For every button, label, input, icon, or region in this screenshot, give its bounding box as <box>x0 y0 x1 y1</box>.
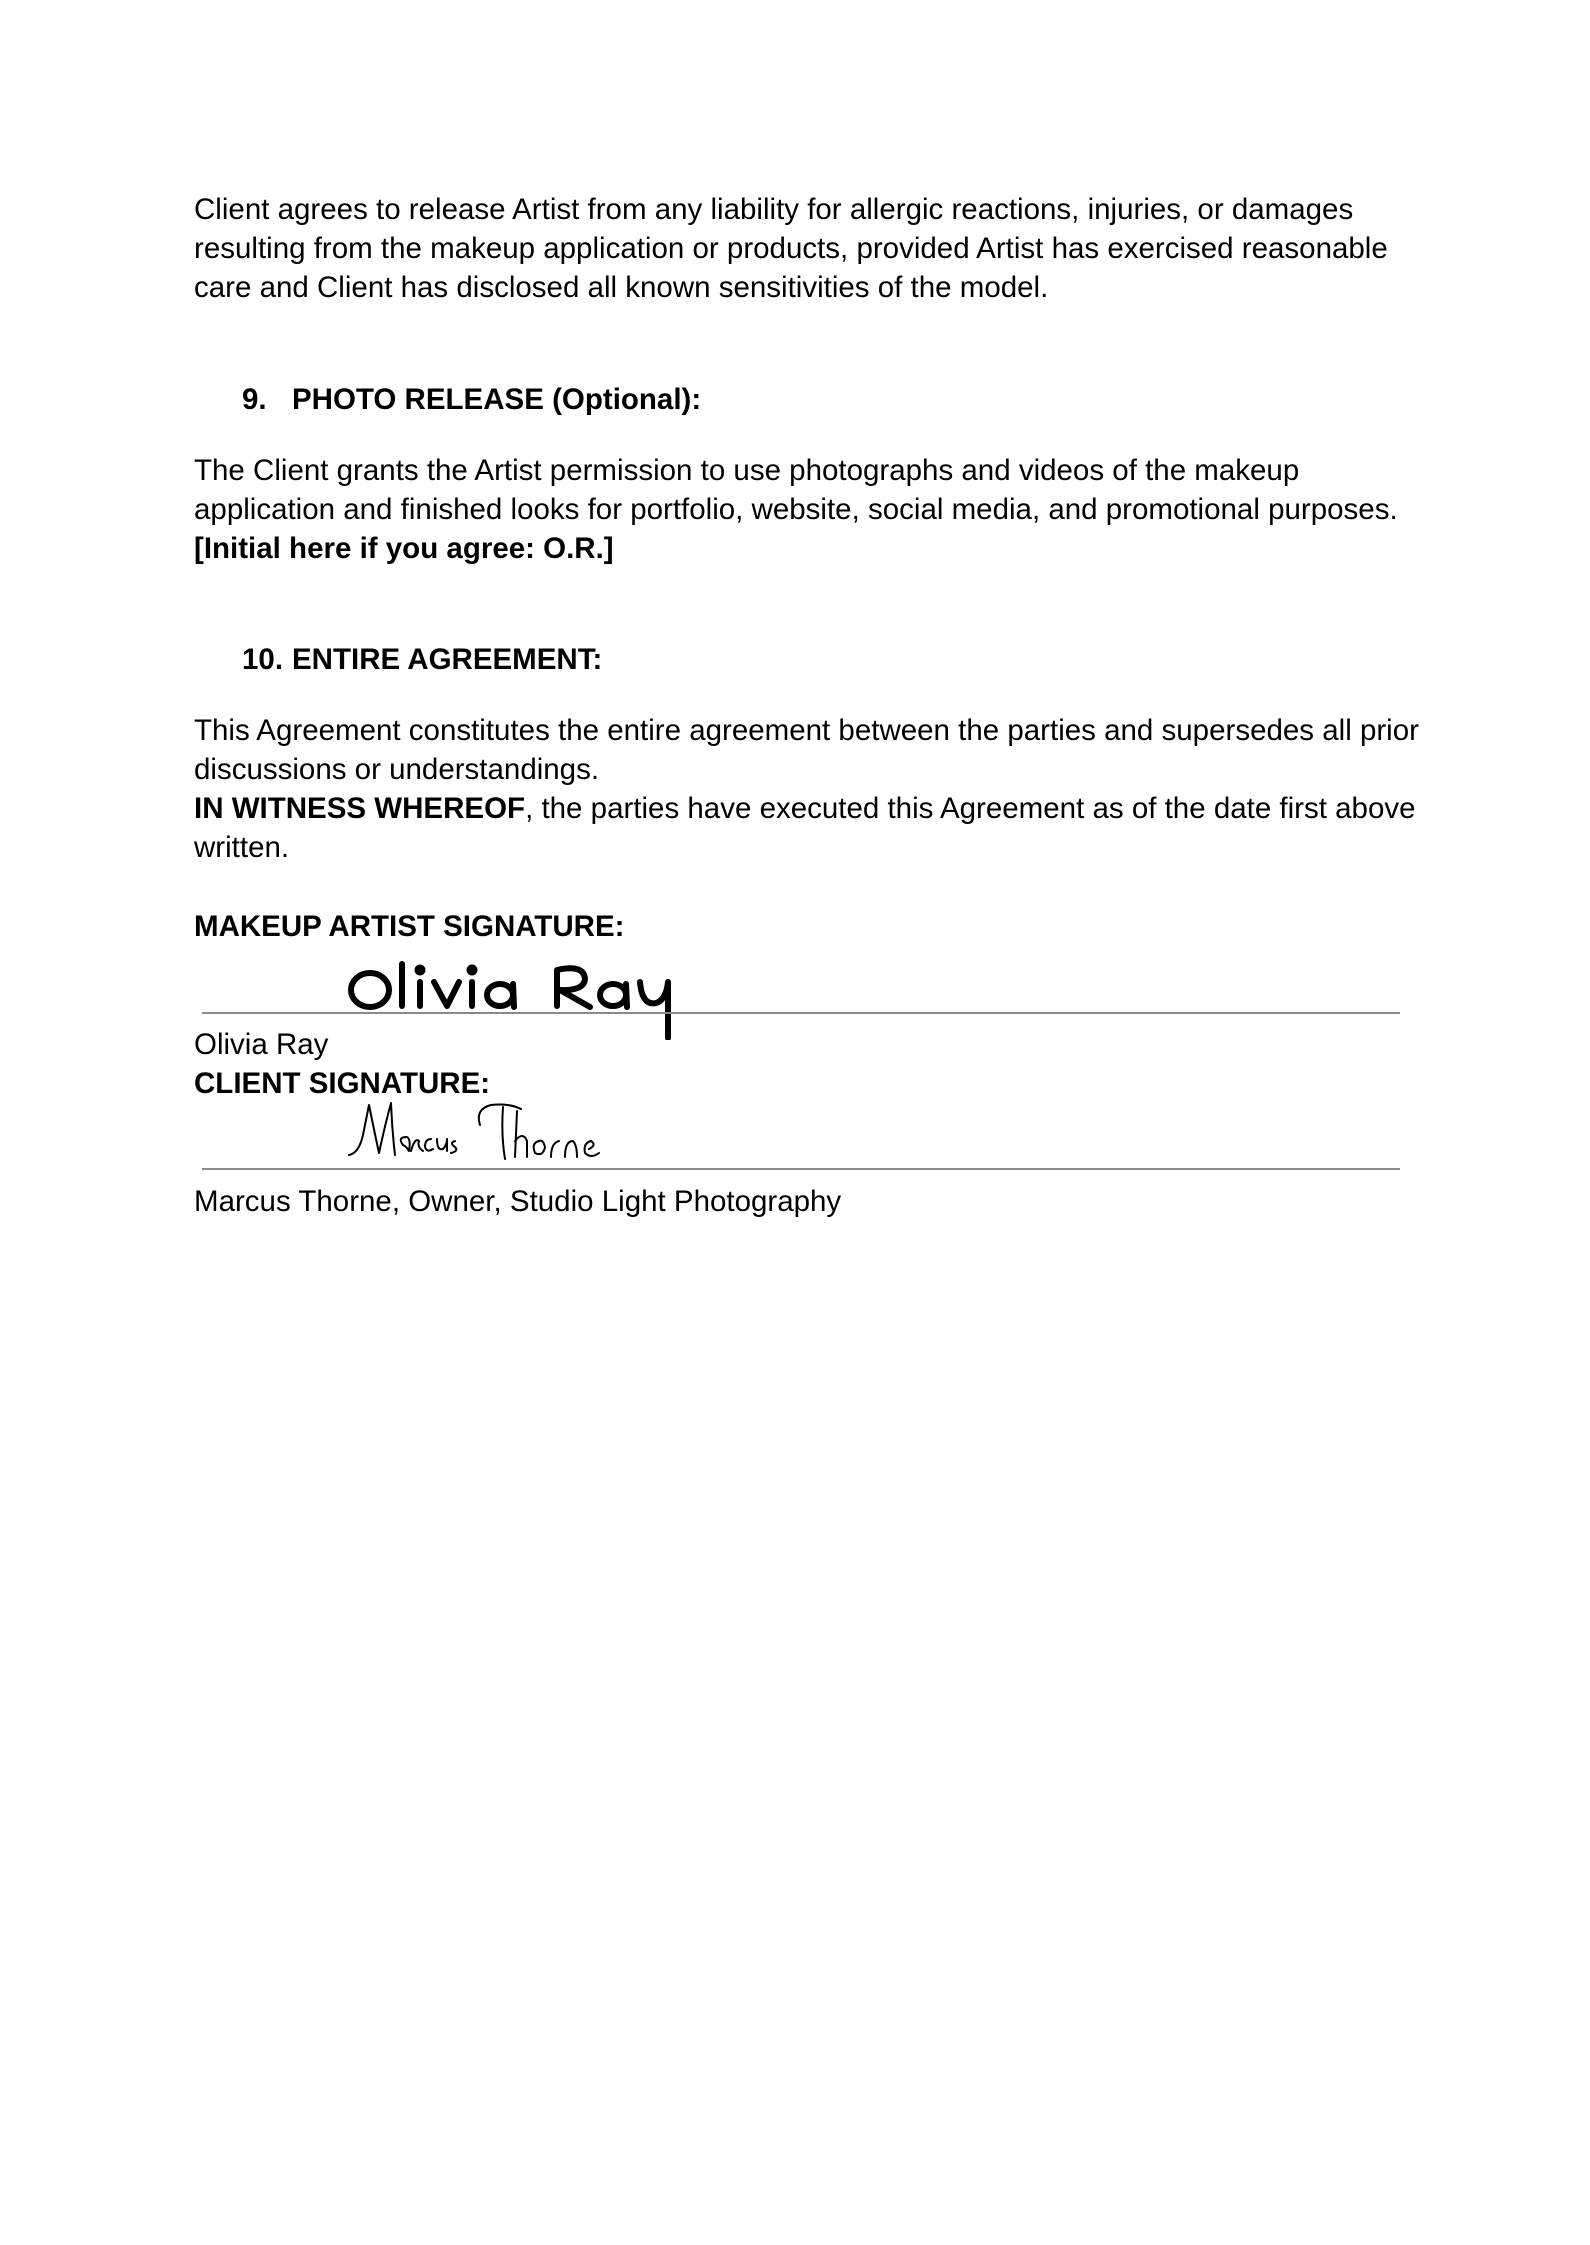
witness-text: , the parties have executed this Agreement as of the date first above written. <box>194 792 1416 864</box>
section-number: 10. <box>242 643 284 676</box>
section-title: ENTIRE AGREEMENT: <box>292 643 603 676</box>
client-signature-label: CLIENT SIGNATURE: <box>194 1067 491 1100</box>
liability-paragraph: Client agrees to release Artist from any liability for allergic reactions, injuries, or damages resulting from the makeup application or products, provided Artist has exercised reasonable care and Client has disclosed all known sensitivities of the model. <box>194 193 1388 304</box>
section-number: 9. <box>242 383 267 416</box>
section-heading-photo-release <box>242 380 701 419</box>
section-title: PHOTO RELEASE (Optional): <box>292 383 702 416</box>
photo-release-text: The Client grants the Artist permission to use photographs and videos of the makeup application and finished looks for portfolio, website, social media, and promotional purposes. <box>194 454 1398 526</box>
section-heading-entire-agreement <box>242 640 602 679</box>
artist-signature-image <box>340 950 700 1040</box>
entire-agreement-text: This Agreement constitutes the entire agreement between the parties and supersedes all prior discussions or understandings. <box>194 714 1419 786</box>
artist-printed-name: Olivia Ray <box>194 1028 329 1061</box>
artist-signature-label: MAKEUP ARTIST SIGNATURE: <box>194 910 625 943</box>
initial-note: [Initial here if you agree: O.R.] <box>194 532 614 565</box>
photo-release-paragraph <box>194 451 1424 568</box>
witness-heading: IN WITNESS WHEREOF <box>194 792 526 825</box>
artist-signature-line <box>202 1012 1400 1014</box>
client-printed-name: Marcus Thorne, Owner, Studio Light Photography <box>194 1185 842 1218</box>
client-signature-image <box>345 1095 675 1170</box>
client-signature-line <box>202 1168 1400 1170</box>
entire-agreement-paragraph <box>194 711 1424 867</box>
